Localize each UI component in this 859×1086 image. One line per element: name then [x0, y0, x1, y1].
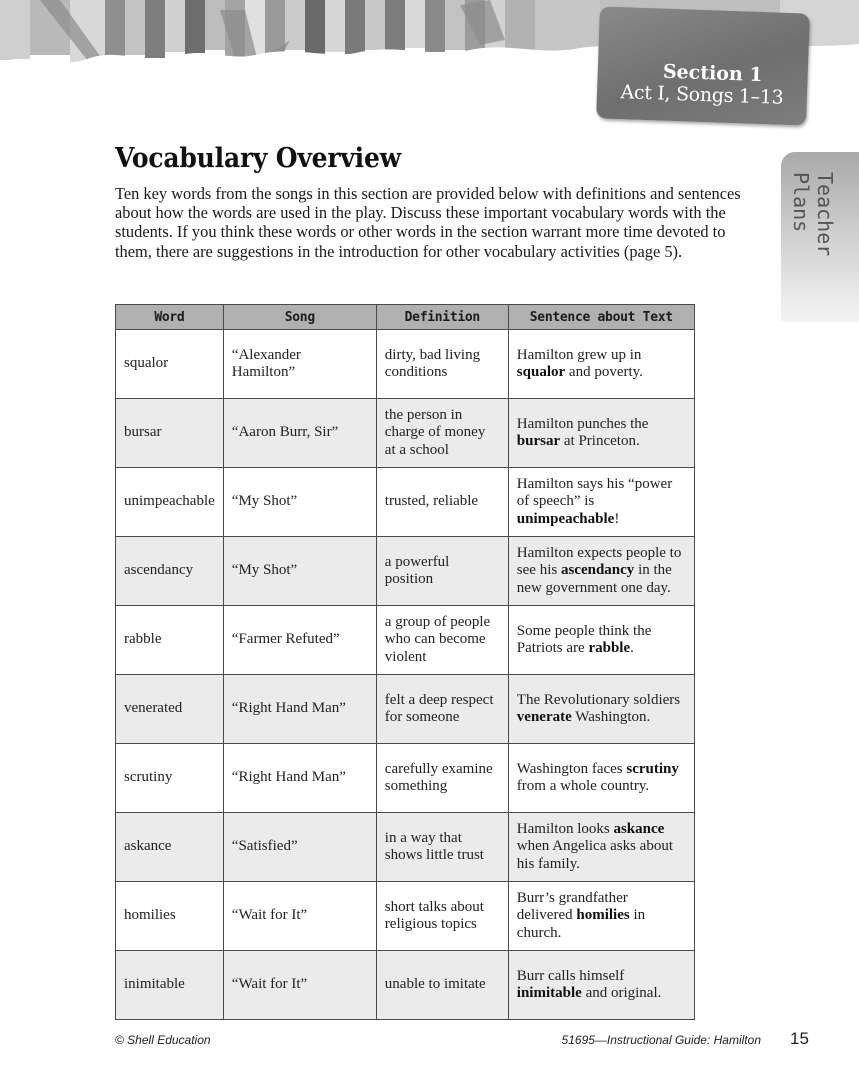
cell-definition: trusted, reliable [376, 468, 508, 537]
side-tab-label: Teacher Plans [789, 172, 837, 257]
vocab-word-highlight: venerate [516, 709, 572, 725]
vocab-word-highlight: homilies [576, 907, 630, 924]
table-row [116, 675, 695, 744]
vocabulary-table [115, 304, 695, 1020]
section-badge [596, 6, 810, 125]
footer-copyright: © Shell Education [115, 1033, 211, 1047]
vocab-word-highlight: ascendancy [560, 562, 635, 579]
sentence-text: Hamilton says his “power of speech” is [516, 475, 673, 510]
sentence-text: Some people think the Patriots are [516, 622, 652, 656]
sentence-text: ! [614, 510, 620, 527]
cell-definition: carefully examine something [376, 744, 508, 813]
sentence-text: Hamilton grew up in [516, 346, 642, 363]
cell-word: venerated [116, 675, 224, 744]
cell-song: “Wait for It” [223, 951, 376, 1020]
table-row [116, 813, 695, 882]
sentence-text: Hamilton punches the [516, 415, 649, 432]
header-song: Song [223, 305, 376, 330]
page-number: 15 [790, 1029, 809, 1048]
header-word: Word [116, 305, 224, 330]
cell-definition: the person in charge of money at a school [376, 399, 508, 468]
table-body [116, 330, 695, 1020]
section-label: Section 1 [662, 60, 763, 87]
cell-song: “Farmer Refuted” [223, 606, 376, 675]
sentence-text: Washington faces [516, 760, 627, 777]
cell-sentence [508, 951, 694, 1020]
page-title: Vocabulary Overview [115, 142, 401, 174]
cell-sentence [508, 675, 694, 744]
intro-paragraph: Ten key words from the songs in this section are provided below with definitions and sentences about how the words are used in the play. Discuss these important vocabulary words with the students. If you think these words or other words in the section warrant more time devoted to them, there are suggestions in the introduction for other vocabulary activities (page 5). [115, 184, 741, 261]
cell-definition: in a way that shows little trust [376, 813, 508, 882]
table-header-row [116, 305, 695, 330]
sentence-text: and poverty. [565, 364, 643, 380]
cell-sentence [508, 813, 694, 882]
sentence-text: The Revolutionary soldiers [516, 691, 681, 708]
table-row [116, 399, 695, 468]
cell-word: squalor [116, 330, 224, 399]
sentence-text: in church. [516, 907, 646, 941]
vocab-word-highlight: bursar [516, 433, 561, 449]
vocab-word-highlight: askance [613, 820, 665, 837]
table-row [116, 606, 695, 675]
sentence-text: from a whole country. [516, 778, 650, 794]
cell-sentence [508, 882, 694, 951]
cell-word: scrutiny [116, 744, 224, 813]
sentence-text: Burr’s grandfather delivered [516, 889, 628, 924]
cell-word: askance [116, 813, 224, 882]
cell-word: bursar [116, 399, 224, 468]
cell-word: ascendancy [116, 537, 224, 606]
cell-word: rabble [116, 606, 224, 675]
section-range: Act I, Songs 1–13 [620, 81, 784, 109]
vocab-word-highlight: rabble [588, 640, 631, 656]
cell-sentence [508, 744, 694, 813]
cell-song: “Right Hand Man” [223, 744, 376, 813]
cell-sentence [508, 330, 694, 399]
cell-definition: a group of people who can become violent [376, 606, 508, 675]
cell-song: “Satisfied” [223, 813, 376, 882]
cell-word: unimpeachable [116, 468, 224, 537]
table-row [116, 537, 695, 606]
teacher-plans-tab [781, 152, 859, 322]
cell-word: inimitable [116, 951, 224, 1020]
cell-song: “Wait for It” [223, 882, 376, 951]
footer-guide-title: 51695—Instructional Guide: Hamilton [561, 1033, 761, 1047]
sentence-text: at Princeton. [560, 433, 640, 449]
table-row [116, 330, 695, 399]
cell-sentence [508, 537, 694, 606]
cell-song: “Alexander Hamilton” [223, 330, 376, 399]
cell-definition: dirty, bad living conditions [376, 330, 508, 399]
cell-song: “My Shot” [223, 468, 376, 537]
vocab-word-highlight: inimitable [516, 985, 582, 1001]
cell-definition: a powerful position [376, 537, 508, 606]
header-sentence: Sentence about Text [508, 305, 694, 330]
sentence-text: and original. [581, 985, 662, 1001]
header-definition: Definition [376, 305, 508, 330]
cell-definition: short talks about religious topics [376, 882, 508, 951]
sentence-text: Hamilton expects people to see his [516, 544, 682, 579]
cell-sentence [508, 468, 694, 537]
vocab-word-highlight: scrutiny [626, 760, 679, 777]
cell-song: “My Shot” [223, 537, 376, 606]
cell-definition: unable to imitate [376, 951, 508, 1020]
table-row [116, 468, 695, 537]
vocab-word-highlight: squalor [516, 364, 566, 380]
cell-sentence [508, 606, 694, 675]
cell-song: “Right Hand Man” [223, 675, 376, 744]
sentence-text: Burr calls himself [516, 967, 625, 984]
cell-definition: felt a deep respect for someone [376, 675, 508, 744]
sentence-text: Washington. [571, 709, 651, 725]
cell-sentence [508, 399, 694, 468]
sentence-text: when Angelica asks about his family. [516, 838, 674, 872]
table-row [116, 882, 695, 951]
table-row [116, 951, 695, 1020]
sentence-text: Hamilton looks [516, 820, 614, 837]
cell-word: homilies [116, 882, 224, 951]
sentence-text: in the new government one day. [516, 562, 672, 596]
sentence-text: . [630, 640, 634, 656]
table-row [116, 744, 695, 813]
cell-song: “Aaron Burr, Sir” [223, 399, 376, 468]
vocab-word-highlight: unimpeachable [516, 510, 615, 527]
